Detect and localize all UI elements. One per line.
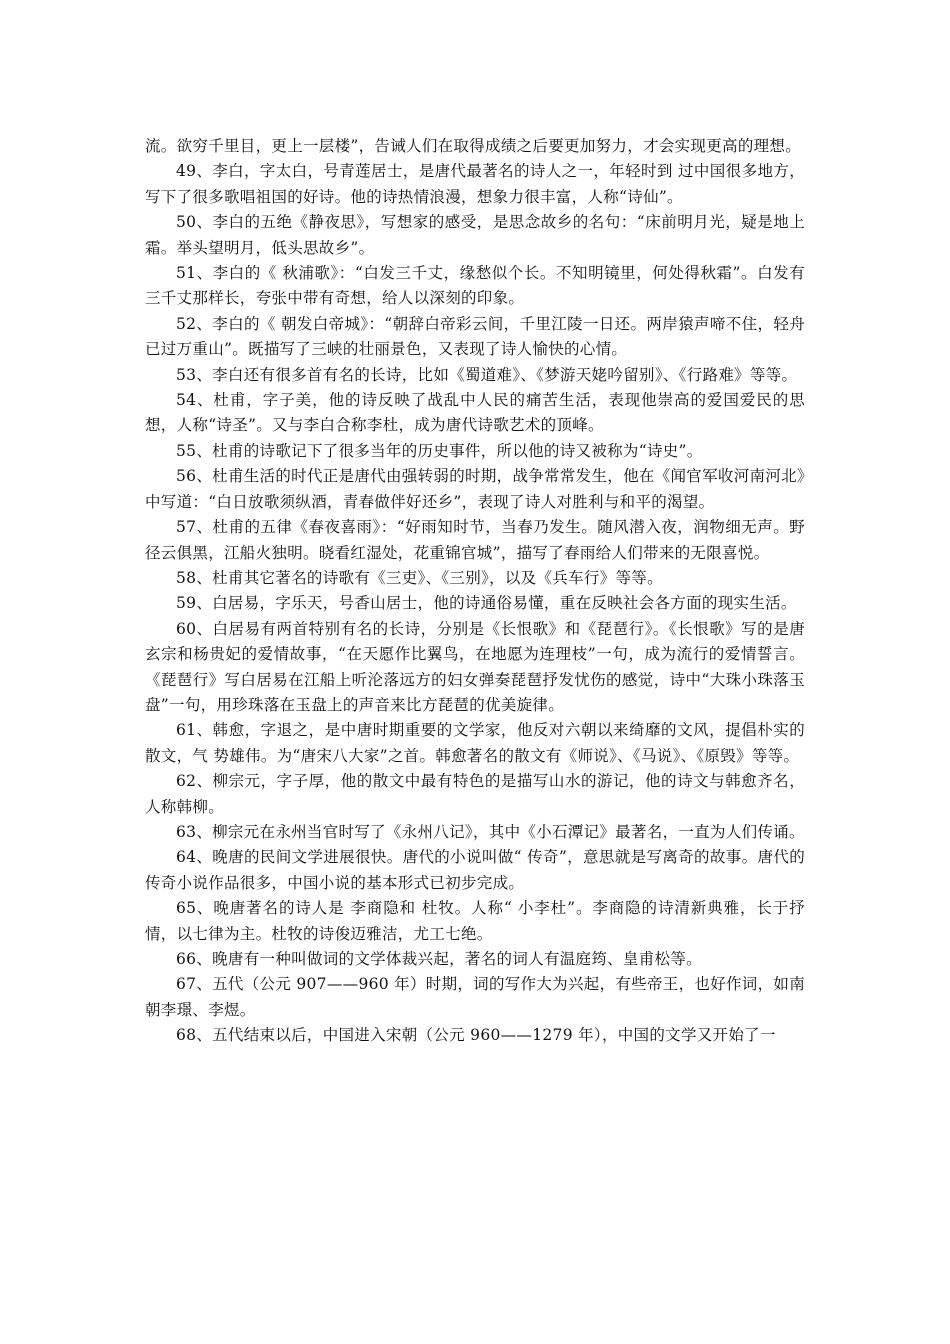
paragraph-59: 59、白居易，字乐天，号香山居士，他的诗通俗易懂，重在反映社会各方面的现实生活。 <box>176 594 797 613</box>
paragraph-65: 65、晚唐著名的诗人是 李商隐和 杜牧。人称“ 小李杜”。李商隐的诗清新典雅，长于抒情，以七律为主。杜牧的诗俊迈雅洁，尤工七绝。 <box>145 899 805 943</box>
document-body <box>145 134 805 1049</box>
paragraph-61: 61、韩愈，字退之，是中唐时期重要的文学家，他反对六朝以来绮靡的文风，提倡朴实的散文，气 势雄伟。为“唐宋八大家”之首。韩愈著名的散文有《师说》、《马说》、《原毁》等等。 <box>145 721 805 765</box>
paragraph-56: 56、杜甫生活的时代正是唐代由强转弱的时期，战争常常发生，他在《闻官军收河南河北》中写道：“白日放歌须纵酒，青春做伴好还乡”，表现了诗人对胜利与和平的渴望。 <box>145 467 805 511</box>
paragraph-62: 62、柳宗元，字子厚，他的散文中最有特色的是描写山水的游记，他的诗文与韩愈齐名，人称韩柳。 <box>145 772 805 816</box>
paragraph-67: 67、五代（公元 907——960 年）时期，词的写作大为兴起，有些帝王，也好作词，如南朝李璟、李煜。 <box>145 975 805 1019</box>
paragraph-48-continued: 流。欲穷千里目，更上一层楼”，告诫人们在取得成绩之后要更加努力，才会实现更高的理想。 <box>145 137 802 155</box>
paragraph-57: 57、杜甫的五律《春夜喜雨》：“好雨知时节，当春乃发生。随风潜入夜，润物细无声。野径云俱黑，江船火独明。晓看红湿处，花重锦官城”，描写了春雨给人们带来的无限喜悦。 <box>145 518 805 562</box>
paragraph-66: 66、晚唐有一种叫做词的文学体裁兴起，著名的词人有温庭筠、皇甫松等。 <box>176 950 702 968</box>
paragraph-54: 54、杜甫，字子美，他的诗反映了战乱中人民的痛苦生活，表现他崇高的爱国爱民的思想，人称“诗圣”。又与李白合称李杜，成为唐代诗歌艺术的顶峰。 <box>145 391 805 435</box>
paragraph-55: 55、杜甫的诗歌记下了很多当年的历史事件，所以他的诗又被称为“诗史”。 <box>176 441 703 460</box>
paragraph-52: 52、李白的《 朝发白帝城》：“朝辞白帝彩云间，千里江陵一日还。两岸猿声啼不住，轻舟已过万重山”。既描写了三峡的壮丽景色，又表现了诗人愉快的心情。 <box>145 314 805 359</box>
paragraph-50: 50、李白的五绝《静夜思》，写想家的感受，是思念故乡的名句：“床前明月光，疑是地上霜。举头望明月，低头思故乡”。 <box>145 213 805 257</box>
paragraph-68: 68、五代结束以后，中国进入宋朝（公元 960——1279 年），中国的文学又开始了一 <box>176 1026 776 1045</box>
paragraph-60: 60、白居易有两首特别有名的长诗，分别是《长恨歌》和《琵琶行》。《长恨歌》写的是唐玄宗和杨贵妃的爱情故事，“在天愿作比翼鸟，在地愿为连理枝”一句，成为流行的爱情誓言。《琵琶行》写白居易在江船上听沦落远方的妇女弹奏琵琶抒发忧伤的感觉，诗中“大珠小珠落玉盘”一句，用珍珠落在玉盘上的声音来比方琵琶的优美旋律。 <box>145 619 805 714</box>
paragraph-63: 63、柳宗元在永州当官时写了《永州八记》，其中《小石潭记》最著名，一直为人们传诵。 <box>176 822 805 841</box>
paragraph-58: 58、杜甫其它著名的诗歌有《三吏》、《三别》，以及《兵车行》等等。 <box>176 568 663 587</box>
paragraph-51: 51、李白的《 秋浦歌》：“白发三千丈，缘愁似个长。不知明镜里，何处得秋霜”。白发有三千丈那样长，夸张中带有奇想，给人以深刻的印象。 <box>145 264 805 308</box>
paragraph-64: 64、晚唐的民间文学进展很快。唐代的小说叫做“ 传奇”，意思就是写离奇的故事。唐代的传奇小说作品很多，中国小说的基本形式已初步完成。 <box>145 848 805 892</box>
paragraph-49: 49、李白，字太白，号青莲居士，是唐代最著名的诗人之一，年轻时到 过中国很多地方，写下了很多歌唱祖国的好诗。他的诗热情浪漫，想象力很丰富，人称“诗仙”。 <box>145 162 805 206</box>
paragraph-53: 53、李白还有很多首有名的长诗，比如《蜀道难》、《梦游天姥吟留别》、《行路难》等等。 <box>176 365 798 384</box>
